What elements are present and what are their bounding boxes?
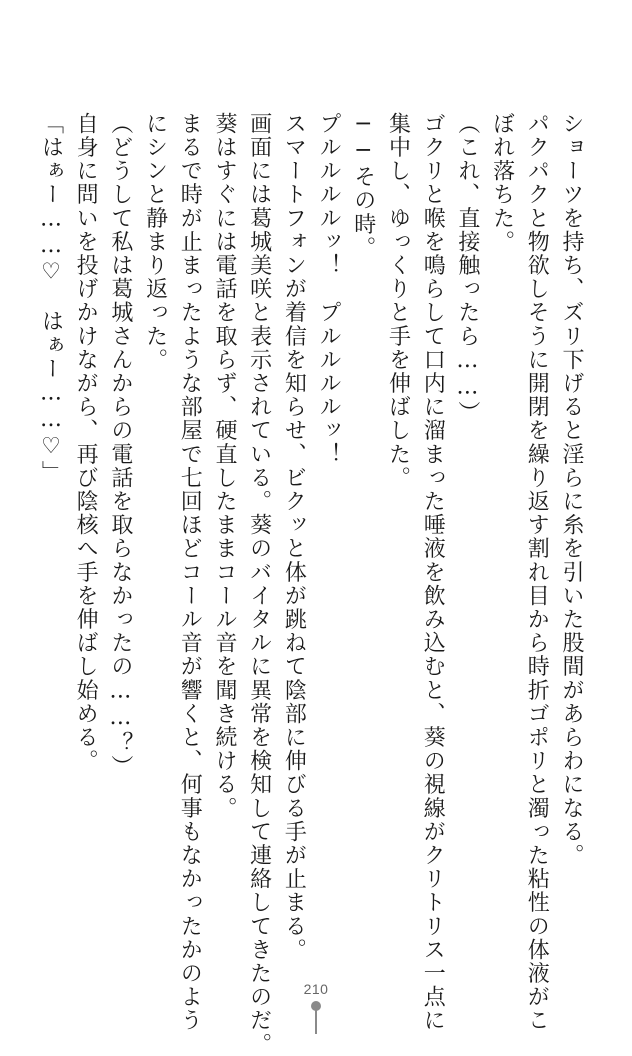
text-line: にシンと静まり返った。 <box>142 112 168 372</box>
text-line: パクパクと物欲しそうに開閉を繰り返す割れ目から時折ゴポリと濁った粘性の体液がこ <box>524 112 550 1033</box>
text-line: 画面には葛城美咲と表示されている。葵のバイタルに異常を検知して連絡してきたのだ。 <box>246 112 272 1056</box>
text-line: 葵はすぐには電話を取らず、硬直したままコール音を聞き続ける。 <box>211 112 237 820</box>
text-line: 集中し、ゆっくりと手を伸ばした。 <box>385 112 411 490</box>
text-line: ショーツを持ち、ズリ下げると淫らに糸を引いた股間があらわになる。 <box>559 112 584 868</box>
text-line: 自身に問いを投げかけながら、再び陰核へ手を伸ばし始める。 <box>73 112 99 773</box>
marker-line <box>315 1010 317 1034</box>
text-line: ぼれ落ちた。 <box>489 112 515 254</box>
text-line: ──その時。 <box>350 112 376 260</box>
text-line: 「はぁー……♡ はぁー……♡」 <box>38 112 64 484</box>
page-marker-icon <box>311 1001 321 1034</box>
text-line: （これ、直接触ったら……） <box>454 112 480 425</box>
text-line: まるで時が止まったような部屋で七回ほどコール音が響くと、何事もなかったかのよう <box>177 112 203 1033</box>
page-number: 210 <box>303 981 329 997</box>
text-line: プルルルルッ！ プルルルルッ！ <box>316 112 342 466</box>
text-line: （どうして私は葛城さんからの電話を取らなかったの……？） <box>107 112 133 779</box>
text-line: ゴクリと喉を鳴らして口内に溜まった唾液を飲み込むと、葵の視線がクリトリス一点に <box>420 112 446 1033</box>
text-line: スマートフォンが着信を知らせ、ビクッと体が跳ねて陰部に伸びる手が止まる。 <box>281 112 307 962</box>
